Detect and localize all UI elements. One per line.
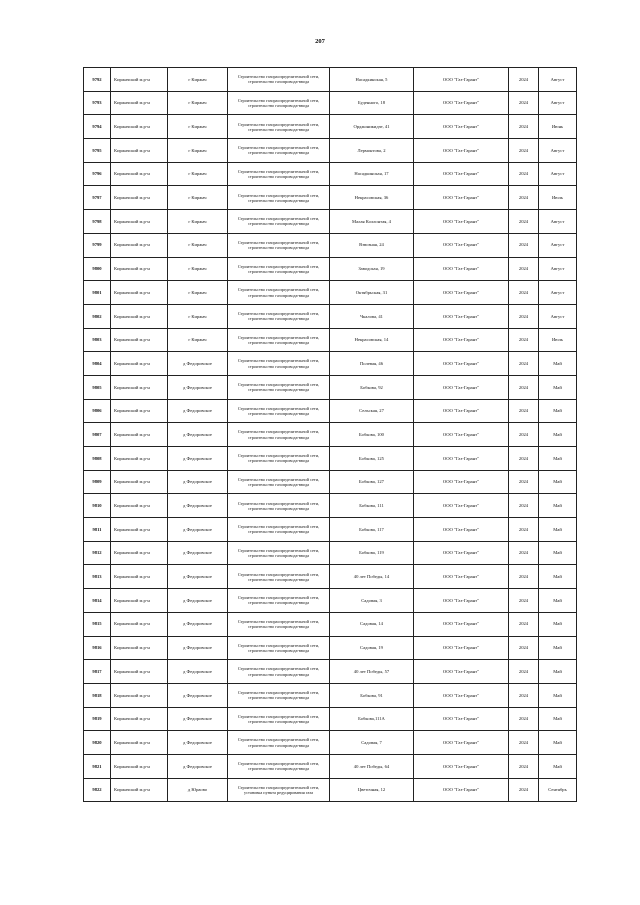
year-cell: 2024 <box>509 660 539 684</box>
work-type-cell: Строительство газораспределительной сети, строительство газопровода-ввода <box>228 518 330 542</box>
row-number: 9812 <box>84 541 111 565</box>
year-cell: 2024 <box>509 162 539 186</box>
row-number: 9816 <box>84 636 111 660</box>
month-cell: Июль <box>539 186 577 210</box>
locality-cell: г Киржач <box>168 233 228 257</box>
work-type-cell: Строительство газораспределительной сети, строительство газопровода-ввода <box>228 68 330 92</box>
address-cell: Некрасовская, 36 <box>330 186 414 210</box>
work-type-cell: Строительство газораспределительной сети, установка пункта редуцирования газа <box>228 778 330 802</box>
address-cell: 40 лет Победы, 64 <box>330 754 414 778</box>
row-number: 9800 <box>84 257 111 281</box>
table-row <box>84 612 577 636</box>
month-cell: Август <box>539 162 577 186</box>
year-cell: 2024 <box>509 375 539 399</box>
district-cell: Киржачский м.р-н <box>111 281 168 305</box>
locality-cell: д Федоровское <box>168 731 228 755</box>
year-cell: 2024 <box>509 683 539 707</box>
row-number: 9820 <box>84 731 111 755</box>
executor-cell: ООО "Газ-Гарант" <box>414 754 509 778</box>
work-type-cell: Строительство газораспределительной сети, строительство газопровода-ввода <box>228 139 330 163</box>
work-type-cell: Строительство газораспределительной сети, строительство газопровода-ввода <box>228 115 330 139</box>
table-row <box>84 636 577 660</box>
table-row <box>84 91 577 115</box>
table-row <box>84 470 577 494</box>
address-cell: Бобкова, 100 <box>330 423 414 447</box>
district-cell: Киржачский м.р-н <box>111 541 168 565</box>
table-row <box>84 494 577 518</box>
executor-cell: ООО "Газ-Гарант" <box>414 115 509 139</box>
month-cell: Май <box>539 660 577 684</box>
address-cell: Насадкинская, 5 <box>330 68 414 92</box>
address-cell: 40 лет Победы, 57 <box>330 660 414 684</box>
year-cell: 2024 <box>509 589 539 613</box>
locality-cell: д Юраово <box>168 778 228 802</box>
table-body <box>84 68 577 802</box>
month-cell: Май <box>539 375 577 399</box>
locality-cell: г Киржач <box>168 162 228 186</box>
district-cell: Киржачский м.р-н <box>111 91 168 115</box>
locality-cell: д Федоровское <box>168 683 228 707</box>
year-cell: 2024 <box>509 518 539 542</box>
row-number: 9814 <box>84 589 111 613</box>
year-cell: 2024 <box>509 281 539 305</box>
district-cell: Киржачский м.р-н <box>111 210 168 234</box>
table-row <box>84 518 577 542</box>
table-row <box>84 731 577 755</box>
row-number: 9801 <box>84 281 111 305</box>
year-cell: 2024 <box>509 447 539 471</box>
table-row <box>84 304 577 328</box>
district-cell: Киржачский м.р-н <box>111 612 168 636</box>
district-cell: Киржачский м.р-н <box>111 660 168 684</box>
work-type-cell: Строительство газораспределительной сети, строительство газопровода-ввода <box>228 233 330 257</box>
locality-cell: д Федоровское <box>168 494 228 518</box>
district-cell: Киржачский м.р-н <box>111 731 168 755</box>
gas-construction-table <box>83 67 577 802</box>
year-cell: 2024 <box>509 352 539 376</box>
executor-cell: ООО "Газ-Гарант" <box>414 352 509 376</box>
year-cell: 2024 <box>509 399 539 423</box>
address-cell: Садовая, 14 <box>330 612 414 636</box>
address-cell: Буденного, 18 <box>330 91 414 115</box>
work-type-cell: Строительство газораспределительной сети, строительство газопровода-ввода <box>228 447 330 471</box>
address-cell: Орджоникидзе, 41 <box>330 115 414 139</box>
row-number: 9809 <box>84 470 111 494</box>
executor-cell: ООО "Газ-Гарант" <box>414 447 509 471</box>
year-cell: 2024 <box>509 470 539 494</box>
locality-cell: д Федоровское <box>168 707 228 731</box>
work-type-cell: Строительство газораспределительной сети, строительство газопровода-ввода <box>228 470 330 494</box>
row-number: 9815 <box>84 612 111 636</box>
table-row <box>84 352 577 376</box>
executor-cell: ООО "Газ-Гарант" <box>414 210 509 234</box>
month-cell: Май <box>539 612 577 636</box>
year-cell: 2024 <box>509 541 539 565</box>
executor-cell: ООО "Газ-Гарант" <box>414 91 509 115</box>
table-row <box>84 565 577 589</box>
year-cell: 2024 <box>509 257 539 281</box>
work-type-cell: Строительство газораспределительной сети, строительство газопровода-ввода <box>228 210 330 234</box>
address-cell: Бобкова, 119 <box>330 541 414 565</box>
row-number: 9793 <box>84 91 111 115</box>
executor-cell: ООО "Газ-Гарант" <box>414 281 509 305</box>
year-cell: 2024 <box>509 115 539 139</box>
month-cell: Май <box>539 518 577 542</box>
locality-cell: г Киржач <box>168 210 228 234</box>
locality-cell: д Федоровское <box>168 447 228 471</box>
table-row <box>84 281 577 305</box>
address-cell: Чкалова, 41 <box>330 304 414 328</box>
executor-cell: ООО "Газ-Гарант" <box>414 304 509 328</box>
address-cell: Садовая, 7 <box>330 731 414 755</box>
month-cell: Август <box>539 233 577 257</box>
year-cell: 2024 <box>509 328 539 352</box>
year-cell: 2024 <box>509 565 539 589</box>
year-cell: 2024 <box>509 210 539 234</box>
row-number: 9806 <box>84 399 111 423</box>
year-cell: 2024 <box>509 304 539 328</box>
district-cell: Киржачский м.р-н <box>111 518 168 542</box>
table-row <box>84 186 577 210</box>
year-cell: 2024 <box>509 233 539 257</box>
row-number: 9810 <box>84 494 111 518</box>
table-row <box>84 541 577 565</box>
row-number: 9818 <box>84 683 111 707</box>
year-cell: 2024 <box>509 91 539 115</box>
table-row <box>84 162 577 186</box>
executor-cell: ООО "Газ-Гарант" <box>414 139 509 163</box>
address-cell: Насадкинская, 17 <box>330 162 414 186</box>
district-cell: Киржачский м.р-н <box>111 636 168 660</box>
month-cell: Сентябрь <box>539 778 577 802</box>
month-cell: Август <box>539 91 577 115</box>
district-cell: Киржачский м.р-н <box>111 304 168 328</box>
year-cell: 2024 <box>509 636 539 660</box>
table-row <box>84 115 577 139</box>
table-row <box>84 233 577 257</box>
work-type-cell: Строительство газораспределительной сети, строительство газопровода-ввода <box>228 281 330 305</box>
district-cell: Киржачский м.р-н <box>111 352 168 376</box>
month-cell: Май <box>539 731 577 755</box>
month-cell: Май <box>539 399 577 423</box>
table-row <box>84 328 577 352</box>
executor-cell: ООО "Газ-Гарант" <box>414 660 509 684</box>
table-row <box>84 399 577 423</box>
table-row <box>84 778 577 802</box>
address-cell: Некрасовская, 14 <box>330 328 414 352</box>
month-cell: Август <box>539 304 577 328</box>
year-cell: 2024 <box>509 139 539 163</box>
month-cell: Июль <box>539 328 577 352</box>
address-cell: Бобкова, 125 <box>330 447 414 471</box>
locality-cell: г Киржач <box>168 328 228 352</box>
address-cell: Садовая, 3 <box>330 589 414 613</box>
row-number: 9813 <box>84 565 111 589</box>
district-cell: Киржачский м.р-н <box>111 115 168 139</box>
page-number: 207 <box>315 38 325 45</box>
work-type-cell: Строительство газораспределительной сети, строительство газопровода-ввода <box>228 162 330 186</box>
month-cell: Май <box>539 470 577 494</box>
district-cell: Киржачский м.р-н <box>111 778 168 802</box>
month-cell: Август <box>539 210 577 234</box>
work-type-cell: Строительство газораспределительной сети, строительство газопровода-ввода <box>228 612 330 636</box>
address-cell: Октябрьская, 31 <box>330 281 414 305</box>
work-type-cell: Строительство газораспределительной сети, строительство газопровода-ввода <box>228 304 330 328</box>
table-row <box>84 375 577 399</box>
locality-cell: д Федоровское <box>168 423 228 447</box>
row-number: 9802 <box>84 304 111 328</box>
month-cell: Май <box>539 589 577 613</box>
row-number: 9821 <box>84 754 111 778</box>
address-cell: Взвозная, 24 <box>330 233 414 257</box>
table-row <box>84 139 577 163</box>
year-cell: 2024 <box>509 754 539 778</box>
district-cell: Киржачский м.р-н <box>111 754 168 778</box>
executor-cell: ООО "Газ-Гарант" <box>414 636 509 660</box>
month-cell: Август <box>539 281 577 305</box>
district-cell: Киржачский м.р-н <box>111 139 168 163</box>
address-cell: Малая Коллонтая, 4 <box>330 210 414 234</box>
locality-cell: д Федоровское <box>168 660 228 684</box>
row-number: 9796 <box>84 162 111 186</box>
locality-cell: г Киржач <box>168 304 228 328</box>
year-cell: 2024 <box>509 778 539 802</box>
month-cell: Май <box>539 541 577 565</box>
table-row <box>84 257 577 281</box>
locality-cell: д Федоровское <box>168 589 228 613</box>
work-type-cell: Строительство газораспределительной сети, строительство газопровода-ввода <box>228 636 330 660</box>
district-cell: Киржачский м.р-н <box>111 233 168 257</box>
locality-cell: г Киржач <box>168 91 228 115</box>
address-cell: Бобкова, 92 <box>330 375 414 399</box>
district-cell: Киржачский м.р-н <box>111 447 168 471</box>
work-type-cell: Строительство газораспределительной сети, строительство газопровода-ввода <box>228 754 330 778</box>
year-cell: 2024 <box>509 707 539 731</box>
work-type-cell: Строительство газораспределительной сети, строительство газопровода-ввода <box>228 257 330 281</box>
address-cell: Лермонтова, 2 <box>330 139 414 163</box>
year-cell: 2024 <box>509 186 539 210</box>
row-number: 9811 <box>84 518 111 542</box>
table-row <box>84 707 577 731</box>
locality-cell: д Федоровское <box>168 754 228 778</box>
district-cell: Киржачский м.р-н <box>111 162 168 186</box>
year-cell: 2024 <box>509 612 539 636</box>
work-type-cell: Строительство газораспределительной сети, строительство газопровода-ввода <box>228 328 330 352</box>
work-type-cell: Строительство газораспределительной сети, строительство газопровода-ввода <box>228 352 330 376</box>
work-type-cell: Строительство газораспределительной сети, строительство газопровода-ввода <box>228 660 330 684</box>
locality-cell: д Федоровское <box>168 518 228 542</box>
table-row <box>84 754 577 778</box>
row-number: 9807 <box>84 423 111 447</box>
row-number: 9794 <box>84 115 111 139</box>
district-cell: Киржачский м.р-н <box>111 186 168 210</box>
executor-cell: ООО "Газ-Гарант" <box>414 494 509 518</box>
executor-cell: ООО "Газ-Гарант" <box>414 399 509 423</box>
month-cell: Май <box>539 423 577 447</box>
locality-cell: д Федоровское <box>168 375 228 399</box>
executor-cell: ООО "Газ-Гарант" <box>414 375 509 399</box>
executor-cell: ООО "Газ-Гарант" <box>414 328 509 352</box>
year-cell: 2024 <box>509 494 539 518</box>
table-row <box>84 589 577 613</box>
row-number: 9797 <box>84 186 111 210</box>
locality-cell: г Киржач <box>168 115 228 139</box>
row-number: 9817 <box>84 660 111 684</box>
locality-cell: г Киржач <box>168 68 228 92</box>
month-cell: Май <box>539 683 577 707</box>
address-cell: Бобкова, 127 <box>330 470 414 494</box>
locality-cell: г Киржач <box>168 281 228 305</box>
executor-cell: ООО "Газ-Гарант" <box>414 565 509 589</box>
district-cell: Киржачский м.р-н <box>111 470 168 494</box>
work-type-cell: Строительство газораспределительной сети, строительство газопровода-ввода <box>228 186 330 210</box>
address-cell: 40 лет Победы, 14 <box>330 565 414 589</box>
work-type-cell: Строительство газораспределительной сети, строительство газопровода-ввода <box>228 423 330 447</box>
work-type-cell: Строительство газораспределительной сети, строительство газопровода-ввода <box>228 399 330 423</box>
locality-cell: д Федоровское <box>168 565 228 589</box>
month-cell: Май <box>539 494 577 518</box>
executor-cell: ООО "Газ-Гарант" <box>414 612 509 636</box>
work-type-cell: Строительство газораспределительной сети, строительство газопровода-ввода <box>228 541 330 565</box>
address-cell: Полевая, 46 <box>330 352 414 376</box>
executor-cell: ООО "Газ-Гарант" <box>414 707 509 731</box>
district-cell: Киржачский м.р-н <box>111 589 168 613</box>
month-cell: Август <box>539 257 577 281</box>
row-number: 9822 <box>84 778 111 802</box>
year-cell: 2024 <box>509 423 539 447</box>
row-number: 9803 <box>84 328 111 352</box>
locality-cell: д Федоровское <box>168 352 228 376</box>
executor-cell: ООО "Газ-Гарант" <box>414 186 509 210</box>
row-number: 9808 <box>84 447 111 471</box>
work-type-cell: Строительство газораспределительной сети, строительство газопровода-ввода <box>228 375 330 399</box>
row-number: 9792 <box>84 68 111 92</box>
locality-cell: г Киржач <box>168 139 228 163</box>
district-cell: Киржачский м.р-н <box>111 257 168 281</box>
month-cell: Май <box>539 565 577 589</box>
address-cell: Бобкова, 117 <box>330 518 414 542</box>
address-cell: Заводская, 19 <box>330 257 414 281</box>
work-type-cell: Строительство газораспределительной сети, строительство газопровода-ввода <box>228 494 330 518</box>
work-type-cell: Строительство газораспределительной сети, строительство газопровода-ввода <box>228 683 330 707</box>
executor-cell: ООО "Газ-Гарант" <box>414 683 509 707</box>
district-cell: Киржачский м.р-н <box>111 399 168 423</box>
month-cell: Май <box>539 707 577 731</box>
table-row <box>84 447 577 471</box>
address-cell: Бобкова, 111 <box>330 494 414 518</box>
work-type-cell: Строительство газораспределительной сети, строительство газопровода-ввода <box>228 589 330 613</box>
district-cell: Киржачский м.р-н <box>111 683 168 707</box>
district-cell: Киржачский м.р-н <box>111 68 168 92</box>
row-number: 9805 <box>84 375 111 399</box>
month-cell: Август <box>539 139 577 163</box>
district-cell: Киржачский м.р-н <box>111 375 168 399</box>
locality-cell: д Федоровское <box>168 612 228 636</box>
address-cell: Садовая, 19 <box>330 636 414 660</box>
table-row <box>84 423 577 447</box>
row-number: 9819 <box>84 707 111 731</box>
executor-cell: ООО "Газ-Гарант" <box>414 423 509 447</box>
table-row <box>84 210 577 234</box>
row-number: 9804 <box>84 352 111 376</box>
work-type-cell: Строительство газораспределительной сети, строительство газопровода-ввода <box>228 731 330 755</box>
locality-cell: д Федоровское <box>168 636 228 660</box>
year-cell: 2024 <box>509 68 539 92</box>
locality-cell: д Федоровское <box>168 470 228 494</box>
month-cell: Май <box>539 636 577 660</box>
table-row <box>84 68 577 92</box>
work-type-cell: Строительство газораспределительной сети, строительство газопровода-ввода <box>228 91 330 115</box>
month-cell: Май <box>539 352 577 376</box>
district-cell: Киржачский м.р-н <box>111 423 168 447</box>
row-number: 9799 <box>84 233 111 257</box>
month-cell: Май <box>539 447 577 471</box>
address-cell: Бобкова, 91 <box>330 683 414 707</box>
district-cell: Киржачский м.р-н <box>111 565 168 589</box>
district-cell: Киржачский м.р-н <box>111 494 168 518</box>
executor-cell: ООО "Газ-Гарант" <box>414 470 509 494</box>
district-cell: Киржачский м.р-н <box>111 707 168 731</box>
address-cell: Сельская, 27 <box>330 399 414 423</box>
executor-cell: ООО "Газ-Гарант" <box>414 541 509 565</box>
month-cell: Июнь <box>539 115 577 139</box>
month-cell: Май <box>539 754 577 778</box>
district-cell: Киржачский м.р-н <box>111 328 168 352</box>
address-cell: Цветочная, 12 <box>330 778 414 802</box>
work-type-cell: Строительство газораспределительной сети, строительство газопровода-ввода <box>228 707 330 731</box>
row-number: 9795 <box>84 139 111 163</box>
executor-cell: ООО "Газ-Гарант" <box>414 731 509 755</box>
year-cell: 2024 <box>509 731 539 755</box>
address-cell: Бобкова,111А <box>330 707 414 731</box>
executor-cell: ООО "Газ-Гарант" <box>414 589 509 613</box>
row-number: 9798 <box>84 210 111 234</box>
executor-cell: ООО "Газ-Гарант" <box>414 257 509 281</box>
work-type-cell: Строительство газораспределительной сети, строительство газопровода-ввода <box>228 565 330 589</box>
executor-cell: ООО "Газ-Гарант" <box>414 518 509 542</box>
table-row <box>84 683 577 707</box>
executor-cell: ООО "Газ-Гарант" <box>414 778 509 802</box>
locality-cell: д Федоровское <box>168 541 228 565</box>
executor-cell: ООО "Газ-Гарант" <box>414 68 509 92</box>
locality-cell: г Киржач <box>168 186 228 210</box>
month-cell: Август <box>539 68 577 92</box>
executor-cell: ООО "Газ-Гарант" <box>414 233 509 257</box>
locality-cell: г Киржач <box>168 257 228 281</box>
locality-cell: д Федоровское <box>168 399 228 423</box>
executor-cell: ООО "Газ-Гарант" <box>414 162 509 186</box>
table-row <box>84 660 577 684</box>
